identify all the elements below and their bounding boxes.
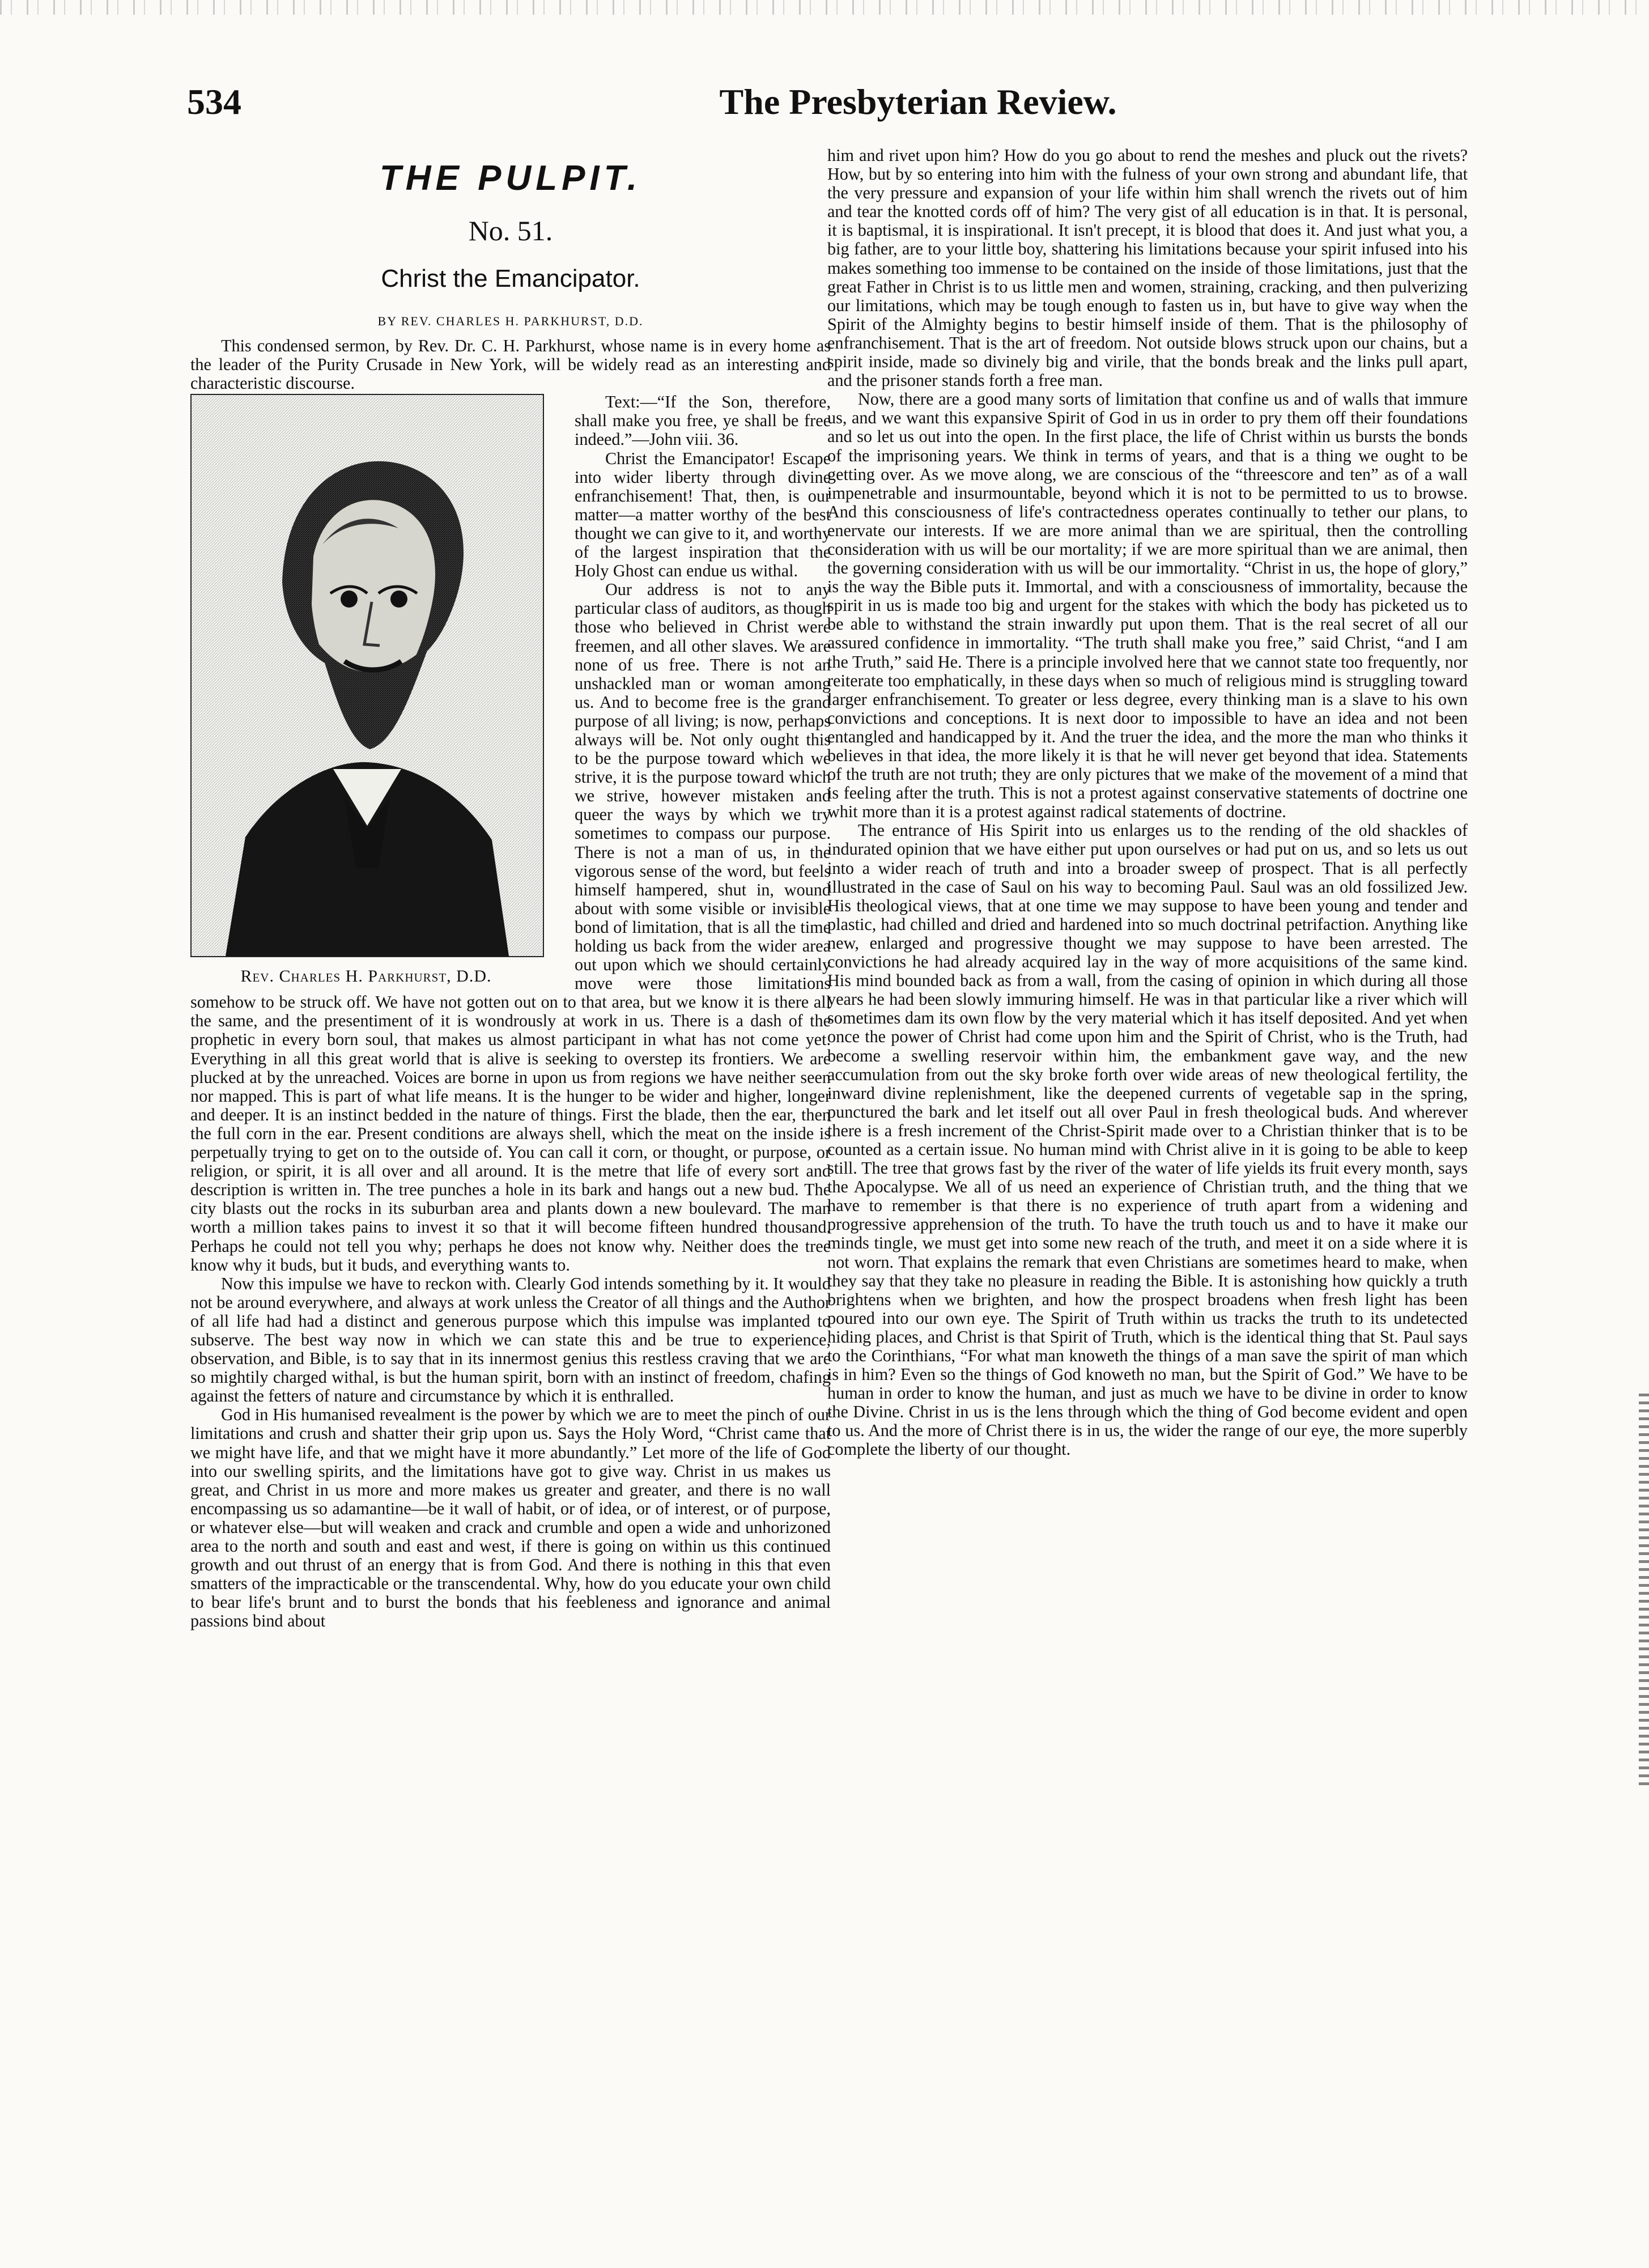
- body-paragraph: God in His humanised revealment is the power by which we are to meet the pinch of our limitations and crush and shatter their grip upon us. Says the Holy Word, “Christ came that we might have life, and that we might have it more abundantly.” Let more of the life of God into our swelling spirits, and the limitations have got to give way. Christ in us makes us great, and Christ in us more and more makes us greater and greater, and there is no wall encompassing us so adamantine—be it wall of habit, or of idea, or of interest, or of purpose, or whatever else—but will weaken and crack and crumble and open a wide and unhorizoned area to the north and south and east and west, if there is going on within us this continued growth and out thrust of an energy that is from God. And there is nothing in this that even smatters of the impracticable or the transcendental. Why, how do you educate your own child to bear life's brunt and to burst the bonds that his feebleness and ignorance and animal passions bind about: [190, 1405, 831, 1631]
- section-title: THE PULPIT.: [379, 159, 642, 198]
- portrait-figure: [190, 394, 553, 986]
- portrait-engraving-icon: [190, 394, 544, 957]
- page-number: 534: [187, 82, 241, 122]
- scan-top-edge: [0, 0, 1649, 15]
- sermon-title: Christ the Emancipator.: [381, 265, 640, 292]
- body-paragraph: The entrance of His Spirit into us enlarges us to the rending of the old shackles of indurated opinion that we have either put upon ourselves or had put on us, and so lets us out into a wider reach of truth and into a broader sweep of prospect. That is all perfectly illustrated in the case of Saul on his way to becoming Paul. Saul was an old fossilized Jew. His theological views, that at one time we may suppose to have been young and tender and plastic, had chilled and dried and hardened into so much doctrinal petrifaction. Anything like new, enlarged and progressive thought we may suppose to have been arrested. The convictions he had already acquired lay in the way of more acquisitions of the same kind. His mind bounded back as from a wall, from the casing of opinion in which during all those years he had been slowly immuring himself. He was in that particular like a river which will sometimes dam its own flow by the very material which it has itself deposited. And yet when once the power of Christ had come upon him and the Spirit of Christ, who is the Truth, had become a swelling reservoir within him, the embankment gave way, and the new accumulation from out the sky broke forth over wide areas of new theological fertility, the inward divine replenishment, like the deepened currents of vegetable sap in the spring, punctured the bark and let itself out all over Paul in fresh theological buds. And wherever there is a fresh increment of the Christ-Spirit made over to a Christian thinker that is to be counted as a certain issue. No human mind with Christ alive in it is going to be able to keep still. The tree that grows fast by the river of the water of life yields its fruit every month, says the Apocalypse. We all of us need an experience of Christian truth, and the thing that we have to remember is that there is no experience of truth apart from a widening and progressive apprehension of the truth. To have the truth touch us and to have it make our minds tingle, we must get into some new reach of the truth, and meet it on a side where it is not worn. That explains the remark that even Christians are sometimes heard to make, when they say that they take no pleasure in reading the Bible. It is astonishing how quickly a truth brightens when we brighten, and how the prospect broadens when fresh light has been poured into our own eye. The Spirit of Truth within us tracks the truth to its undetected hiding places, and Christ is that Spirit of Truth, which is the identical thing that St. Paul says to the Corinthians, “For what man knoweth the things of a man save the spirit of man which is in him? Even so the things of God knoweth no man, but the Spirit of God.” We have to be human in order to know the human, and just as much we have to be divine in order to know the Divine. Christ in us is the lens through which the thing of God become evident and open to us. And the more of Christ there is in us, the wider the range of our eye, the more superbly complete the liberty of our thought.: [827, 821, 1468, 1459]
- left-column: [190, 147, 831, 2233]
- portrait-caption: Rev. Charles H. Parkhurst, D.D.: [240, 967, 492, 986]
- sermon-number: No. 51.: [468, 215, 553, 247]
- body-paragraph: Now, there are a good many sorts of limitation that confine us and of walls that immure us, and we want this expansive Spirit of God in us in order to pry them off their foundations and so let us out into the open. In the first place, the life of Christ within us bursts the bonds of the imprisoning years. We think in terms of years, and that is a thing we ought to be getting over. As we move along, we are conscious of the “threescore and ten” as of a wall impenetrable and insurmountable, beyond which it is not to be permitted to us to browse. And this consciousness of life's contractedness operates continually to tether our plans, to enervate our interests. If we are more animal than we are spiritual, then the controlling consideration with us will be our mortality; if we are more spiritual than we are animal, then the governing consideration with us will be our immortality. “Christ in us, the hope of glory,” is the way the Bible puts it. Immortal, and with a consciousness of immortality, because the spirit in us is made too big and urgent for the stakes with which the body has picketed us to be able to withstand the strain inwardly put upon them. That is the real secret of all our assured confidence in immortality. “The truth shall make you free,” said Christ, “and I am the Truth,” said He. There is a principle involved here that we cannot state too frequently, nor reiterate too emphatically, in these days when so much of religious mind is struggling toward larger enfranchisement. To greater or less degree, every thinking man is a slave to his own convictions and conceptions. It is next door to impossible to have an idea and not been entangled and handicapped by it. And the truer the idea, and the more the man who thinks it believes in that idea, the more likely it is that he will never get beyond that idea. Statements of the truth are not truth; they are only pictures that we make of the movement of a mind that is feeling after the truth. This is not a protest against conservative statements of doctrine one whit more than it is a protest against radical statements of doctrine.: [827, 389, 1468, 822]
- journal-title: The Presbyterian Review.: [719, 82, 1117, 122]
- running-head: [187, 79, 1615, 130]
- body-paragraph: Now this impulse we have to reckon with. Clearly God intends something by it. It would not be around everywhere, and always at work unless the Creator of all things and the Author of all life had had a distinct and generous purpose which this impulse was implanted to subserve. The best way now in which we can state this and be true to experience, observation, and Bible, is to say that in its innermost genius this restless craving that we are so mightily charged withal, is but the human spirit, born with an instinct of freedom, chafing against the fetters of nature and circumstance by which it is enthralled.: [190, 1273, 831, 1406]
- scan-binding-edge: [1639, 1388, 1649, 1785]
- scripture-text: Text:—“If the Son, therefore, shall make you free, ye shall be free indeed.”—John viii. 36.: [575, 392, 831, 449]
- body-paragraph: Our address is not to any particular class of auditors, as though those who believed in Christ were freemen, and all other slaves. We are none of us free. There is not an unshackled man or woman among us. And to become free is the grand purpose of all living; is now, perhaps always will be. Not only ought this to be the purpose toward which we strive, it is the purpose toward which we strive, however mistaken and queer the ways by which we try sometimes to compass our purpose. There is not a man of us, in the vigorous sense of the word, but feels himself hampered, shut in, wound about with some visible or invisible bond of limitation, that is all the time holding us back from the wider area out upon which we should certainly move were those limitations somehow to be struck off. We have not gotten out on to that area, but we know it is there all the same, and the presentiment of it is wondrously at work in us. There is a dash of the prophetic in every born soul, that makes us almost participant in what has not come yet. Everything in all this great world that is alive is seeking to overstep its frontiers. We are plucked at by the unreached. Voices are borne in upon us from regions we have neither seen nor mapped. This is part of what life means. It is the hunger to be wider and higher, longer and deeper. It is an instinct bedded in the nature of things. First the blade, then the ear, then the full corn in the ear. Present conditions are always shell, which the meat on the inside is perpetually trying to get on to the outside of. You can call it corn, or thought, or purpose, or religion, or spirit, it is all over and all around. It is the metre that life of every sort and description is written in. The tree punches a hole in its bark and hangs out a new bud. The city blasts out the rocks in its suburban area and plants down a new boulevard. The man worth a million takes pains to invest it so that it will become fifteen hundred thousand. Perhaps he could not tell you why; perhaps he does not know why. Neither does the tree know why it buds, but it buds, and everything wants to.: [190, 580, 831, 1275]
- right-column: [827, 146, 1468, 2232]
- intro-paragraph: This condensed sermon, by Rev. Dr. C. H. Parkhurst, whose name is in every home as the leader of the Purity Crusade in New York, will be widely read as an interesting and characteristic discourse.: [190, 336, 831, 393]
- body-paragraph: Christ the Emancipator! Escape into wider liberty through divine enfranchisement! That, then, is our matter—a matter worthy of the best thought we can give to it, and worthy of the largest inspiration that the Holy Ghost can endue us withal.: [575, 448, 831, 581]
- byline: BY REV. CHARLES H. PARKHURST, D.D.: [377, 314, 644, 328]
- body-paragraph: him and rivet upon him? How do you go about to rend the meshes and pluck out the rivets? How, but by so entering into him with the fulness of your own strong and abundant life, that the very pressure and expansion of your life within him shall wrench the rivets out of him and tear the knotted cords off of him? The very gist of all education is in that. It is personal, it is baptismal, it is inspirational. It isn't precept, it is blood that does it. And just what you, a big father, are to your little boy, shattering his limitations because your spirit infused into his makes something too immense to be contained on the inside of those limitations, just that the great Father in Christ is to us little men and women, straining, cracking, and then pulverizing our limitations, which may be tough enough to fasten us in, but have to give way when the Spirit of the Almighty begins to bestir himself inside of them. That is the philosophy of enfranchisement. That is the art of freedom. Not outside blows struck upon our chains, but a spirit inside, made so divinely big and virile, that the bonds break and the links pull apart, and the prisoner stands forth a free man.: [827, 146, 1468, 390]
